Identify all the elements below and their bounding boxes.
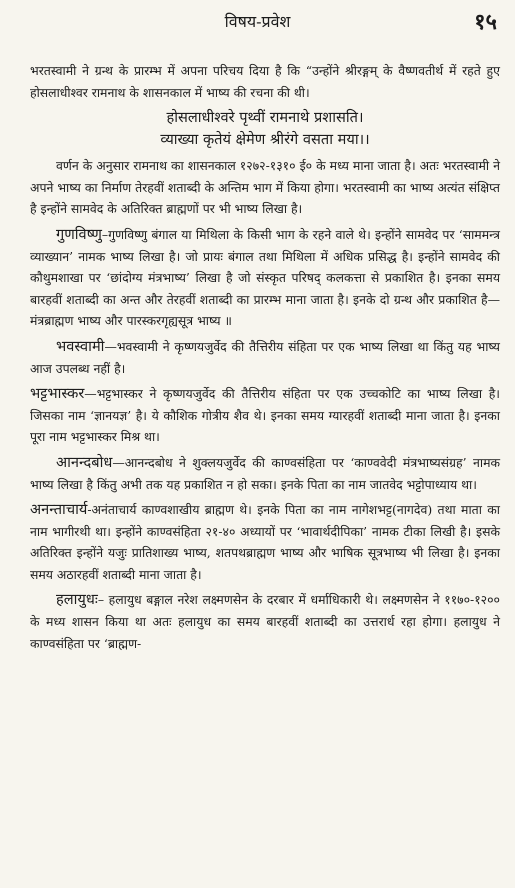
entry-heading: गुणविष्णु [56,225,102,243]
paragraph-intro [30,60,500,103]
entry-heading: भट्टभास्कर [30,385,85,403]
paragraph-text: –गुणविष्णु बंगाल या मिथिला के किसी भाग के रहने वाले थे। इन्होंने सामवेद पर ‘साममन्त्र व्याख्यान’ नामक भाष्य लिखा है। जो प्रायः बंगाल तथा मिथिला में अधिक प्रसिद्ध है। इन्होंने सामवेद की कौथुमशाखा पर ‘छांदोग्य मंत्रभाष्य’ लिखा है जो संस्कृत परिषद् कलकत्ता से प्रकाशित है। इनका समय बारहवीं शताब्दी का अन्त और तेरहवीं शताब्दी का प्रारम्भ माना जाता है। इनके दो ग्रन्थ और प्रकाशित है—मंत्रब्राह्मण भाष्य और पारस्करगृह्यसूत्र भाष्य ॥ [30,226,500,329]
running-title: विषय-प्रवेश [224,12,291,31]
verse-line-1: होसलाधीश्वरे पृथ्वीं रामनाथे प्रशासति। [166,109,364,127]
entry-heading: अनन्ताचार्य [30,501,88,519]
verse-line-2: व्याख्या कृतेयं क्षेमेण श्रीरंगे वसता मया।। [160,131,370,149]
paragraph-period [30,155,500,220]
paragraph-anandabodh [30,452,500,495]
paragraph-text: वर्णन के अनुसार रामनाथ का शासनकाल १२७२-१३१० ई० के मध्य माना जाता है। अतः भरतस्वामी ने अपने भाष्य का निर्माण तेरहवीं शताब्दी के अन्तिम भाग में किया होगा। भरतस्वामी का भाष्य अत्यंत संक्षिप्त है इन्होंने सामवेद के अतिरिक्त ब्राह्मणों पर भी भाष्य लिखा है। [30,158,500,217]
entry-heading: हलायुधः [56,591,98,609]
page-number: १५ [474,9,497,35]
paragraph-bhavaswami [30,336,500,379]
page-header [0,6,515,34]
paragraph-text: भरतस्वामी ने ग्रन्थ के प्रारम्भ में अपना परिचय दिया है कि “उन्होंने श्रीरङ्गम् के वैष्णवतीर्थ में रहते हुए होसलाधीश्वर रामनाथ के शासनकाल में भाष्य की रचना की थी। [30,63,500,100]
entry-heading: भवस्वामी [56,337,105,355]
sanskrit-verse [30,107,500,151]
paragraph-text: —आनन्दबोध ने शुक्लयजुर्वेद की काण्वसंहिता पर ‘काण्ववेदी मंत्रभाष्यसंग्रह’ नामक भाष्य लिखा है किंतु अभी तक यह प्रकाशित न हो सका। इनके पिता का नाम जातवेद भट्टोपाध्याय था। [30,454,500,492]
paragraph-anantacharya [30,499,500,585]
paragraph-text: —भट्टभास्कर ने कृष्णयजुर्वेद की तैत्तिरीय संहिता पर एक उच्चकोटि का भाष्य लिखा है। जिसका नाम ‘ज्ञानयज्ञ’ है। ये कौशिक गोत्रीय शैव थे। इनका समय ग्यारहवीं शताब्दी माना जाता है। इनका पूरा नाम भट्टभास्कर मिश्र था। [30,386,500,445]
entry-heading: आनन्दबोध [56,453,113,471]
paragraph-halayudh [30,589,500,654]
paragraph-text: -अनंताचार्य काण्वशाखीय ब्राह्मण थे। इनके पिता का नाम नागेशभट्ट(नागदेव) तथा माता का नाम भागीरथी था। इन्होंने काण्वसंहिता २१-४० अध्यायों पर ‘भावार्थदीपिका’ नामक टीका लिखी है। इसके अतिरिक्त इन्होंने यजुः प्रातिशाख्य भाष्य, शतपथब्राह्मण भाष्य और भाषिक सूत्रभाष्य भी लिखा है। इनका समय अठारहवीं शताब्दी माना जाता है। [30,502,500,582]
paragraph-text: – हलायुध बङ्गाल नरेश लक्ष्मणसेन के दरबार में धर्माधिकारी थे। लक्ष्मणसेन ने ११७०-१२०० के मध्य शासन किया था अतः हलायुध का समय बारहवीं शताब्दी का उत्तरार्ध रहा होगा। हलायुध ने काण्वसंहिता पर ‘ब्राह्मण- [30,592,500,651]
page-body [30,60,500,658]
paragraph-bhattabhaskar [30,383,500,448]
paragraph-gunavishnu [30,224,500,332]
paragraph-text: —भवस्वामी ने कृष्णयजुर्वेद की तैत्तिरीय संहिता पर एक भाष्य लिखा था किंतु यह भाष्य आज उपलब्ध नहीं है। [30,338,500,376]
